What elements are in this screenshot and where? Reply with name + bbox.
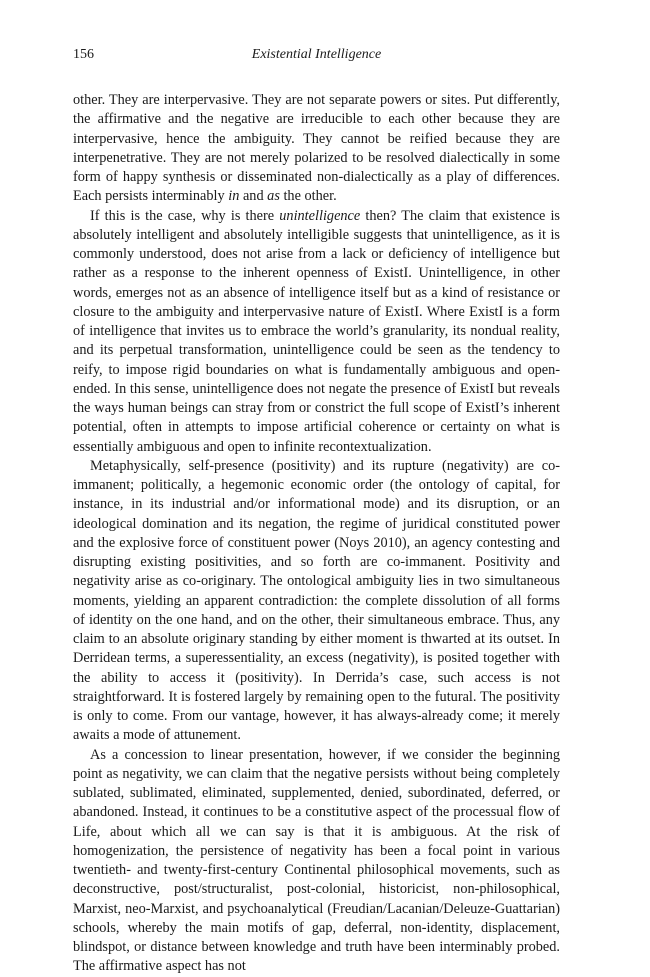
- running-title: Existential Intelligence: [251, 47, 382, 62]
- text-run: and: [239, 188, 268, 205]
- emphasis-as: as: [267, 188, 280, 205]
- text-run: other. They are interpervasive. They are not separate powers or sites. Put differently, the affirmative and the negative are irreducible to each other because they are interpervasive, hence the ambiguity. They cannot be reified because they are interpenetrative. They are not merely polarized to be resolved dialectically in some form of happy synthesis or disseminated non-dialectically as a play of differences. Each persists interminably: [73, 92, 560, 205]
- paragraph: [73, 91, 560, 207]
- paragraph: [73, 457, 560, 746]
- emphasis-unintelligence: unintelligence: [279, 207, 361, 224]
- paragraph: [73, 207, 560, 457]
- emphasis-in: in: [228, 188, 240, 205]
- paragraph: [73, 746, 560, 977]
- text-run: then? The claim that existence is absolutely intelligent and absolutely intelligible suggests that unintelligence, as it is commonly understood, does not arise from a lack or deficiency of intelligence but rather as a response to the inherent openness of ExistI. Unintelligence, in other words, emerges not as an absence of intelligence itself but as a kind of resistance or closure to the ambiguity and interpervasive nature of ExistI. Where ExistI is a form of intelligence that invites us to embrace the world’s granularity, its nondual reality, and its perpetual transformation, unintelligence could be seen as the tendency to reify, to impose rigid boundaries on what is fundamentally ambiguous and open-ended. In this sense, unintelligence does not negate the presence of ExistI but reveals the ways human beings can stray from or constrict the full scope of ExistI’s inherent potential, often in attempts to impose artificial coherence or certainty on what is essentially ambiguous and open to infinite recontextualization.: [73, 207, 560, 455]
- body-text: [73, 91, 560, 977]
- page-number: 156: [73, 47, 94, 62]
- running-head: [73, 47, 560, 67]
- text-run: As a concession to linear presentation, however, if we consider the beginning point as negativity, we can claim that the negative persists without being completely sublated, sublimated, eliminated, supplemented, denied, subordinated, deferred, or abandoned. Instead, it continues to be a constitutive aspect of the processual flow of Life, about which all we can say is that it is ambiguous. At the risk of homogenization, the persistence of negativity has been a focal point in various twentieth- and twenty-first-century Continental philosophical movements, such as deconstructive, post/structuralist, post-colonial, historicist, non-philosophical, Marxist, neo-Marxist, and psychoanalytical (Freudian/Lacanian/Deleuze-Guattarian) schools, whereby the main motifs of gap, deferral, non-identity, displacement, blindspot, or distance between knowledge and truth have been interminably probed. The affirmative aspect has not: [73, 746, 560, 975]
- text-run: If this is the case, why is there: [90, 207, 280, 224]
- text-run: Metaphysically, self-presence (positivity) and its rupture (negativity) are co-immanent; politically, a hegemonic economic order (the ontology of capital, for instance, in its industrial and/or informational mode) and its disruption, or an ideological domination and its negation, the regime of juridical constituted power and the explosive force of constituent power (Noys 2010), an agency contesting and disrupting existing positivities, and so forth are co-immanent. Positivity and negativity arise as co-originary. The ontological ambiguity lies in two simultaneous moments, yielding an apparent contradiction: the complete dissolution of all forms of identity on the one hand, and on the other, their simultaneous embrace. Thus, any claim to an absolute originary standing by either moment is thwarted at its outset. In Derridean terms, a superessentiality, an excess (negativity), is posited together with the ability to access it (positivity). In Derrida’s case, such access is not straightforward. It is fostered largely by remaining open to the futural. The positivity is only to come. From our vantage, however, it has always-already come; it merely awaits a mode of attunement.: [73, 457, 560, 744]
- text-run: the other.: [279, 188, 337, 205]
